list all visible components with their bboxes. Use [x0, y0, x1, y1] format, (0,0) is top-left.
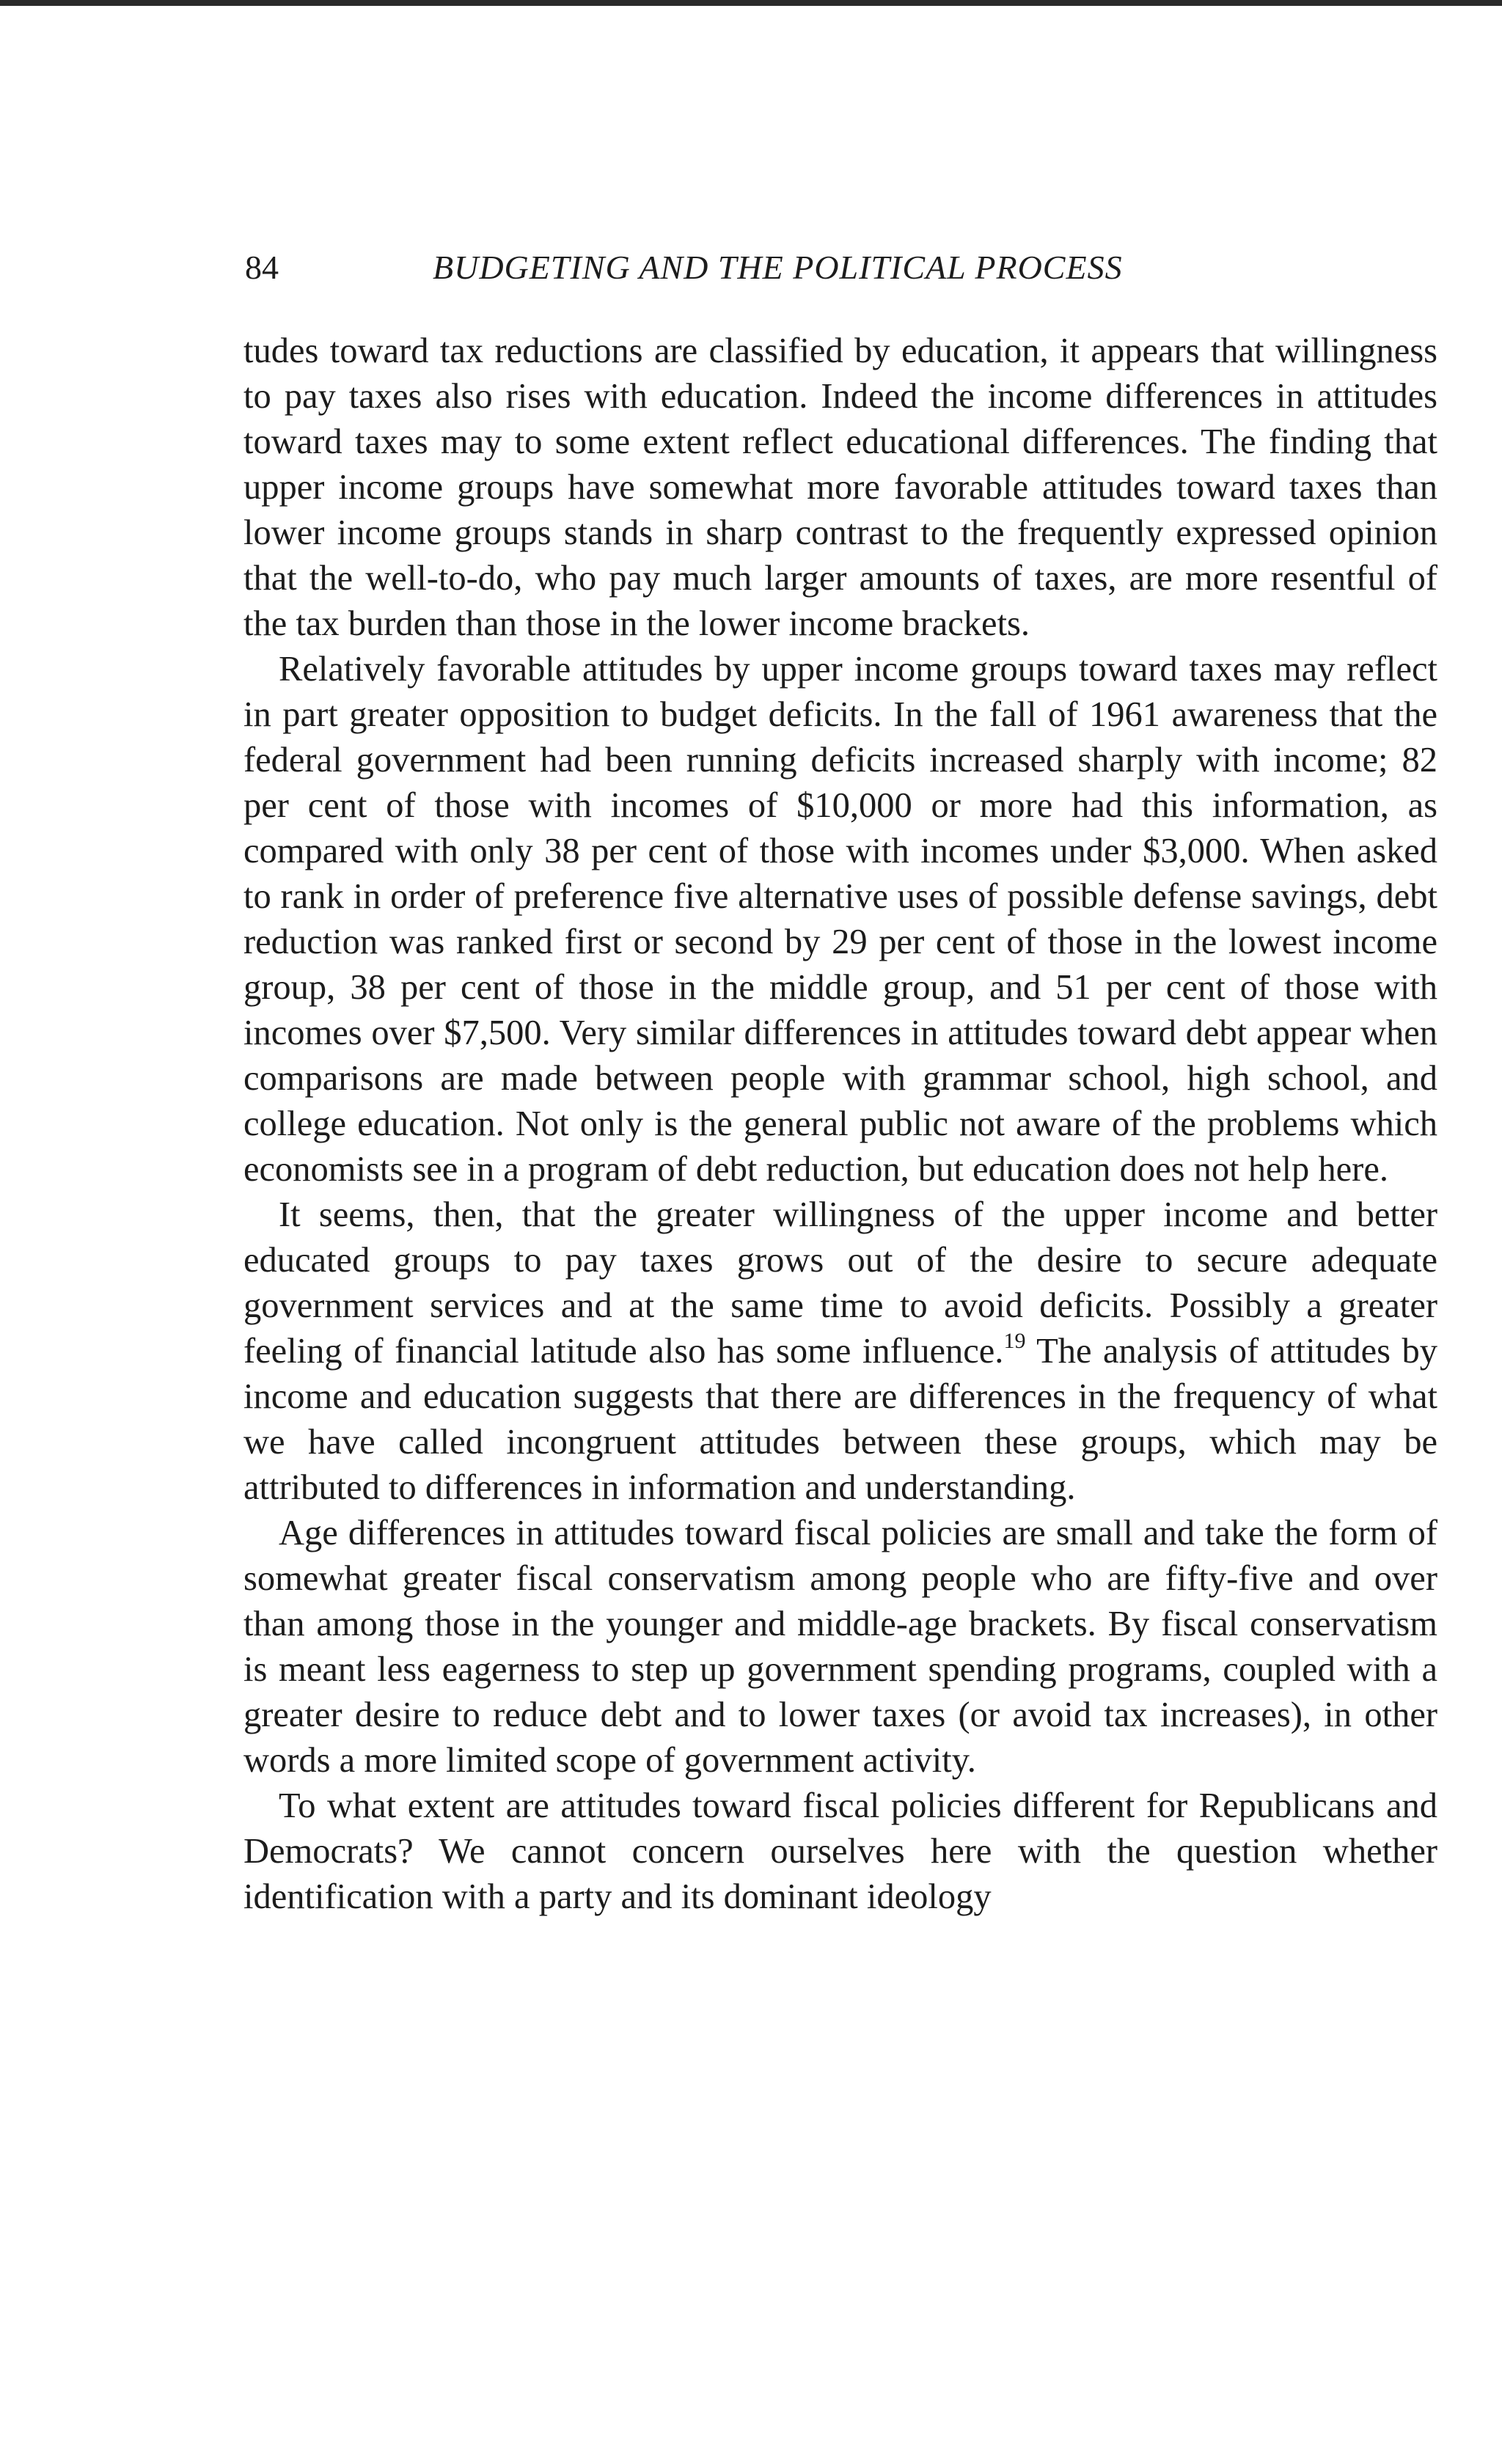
paragraph-4: Age differences in attitudes toward fiscal policies are small and take the form of somewhat greater fiscal conservatism among people who are fifty-five and over than among those in the younger and middle-age brackets. By fiscal conservatism is meant less eagerness to step up government spending programs, coupled with a greater desire to reduce debt and to lower taxes (or avoid tax increases), in other words a more limited scope of government activity.	[243, 1514, 1437, 1780]
running-head	[245, 242, 1437, 293]
paragraph-3-text-a: It seems, then, that the greater willingness of the upper income and better educated groups to pay taxes grows out of the desire to secure adequate government services and at the same time to avoid deficits. Possibly a greater feeling of financial latitude also has some influence.	[243, 1195, 1437, 1371]
paragraph-3-text-b: The analysis of attitudes by income and education suggests that there are differences in the frequency of what we have called incongruent attitudes between these groups, which may be attributed to differences in information and understanding.	[243, 1332, 1437, 1507]
paragraph-3	[243, 1192, 1437, 1511]
top-rule	[0, 0, 1502, 6]
paragraph-2: Relatively favorable attitudes by upper income groups toward taxes may reflect in part greater opposition to budget deficits. In the fall of 1961 awareness that the federal government had been running deficits increased sharply with income; 82 per cent of those with incomes of $10,000 or more had this information, as compared with only 38 per cent of those with incomes under $3,000. When asked to rank in order of preference five alternative uses of possible defense savings, debt reduction was ranked first or second by 29 per cent of those in the lowest income group, 38 per cent of those in the middle group, and 51 per cent of those with incomes over $7,500. Very similar differences in attitudes toward debt appear when comparisons are made between people with grammar school, high school, and college education. Not only is the general public not aware of the problems which economists see in a program of debt reduction, but education does not help here.	[243, 650, 1437, 1189]
footnote-marker: 19	[1003, 1329, 1026, 1353]
body-text	[243, 329, 1437, 1920]
running-title: BUDGETING AND THE POLITICAL PROCESS	[433, 249, 1123, 286]
paragraph-1: tudes toward tax reductions are classified by education, it appears that willingness to pay taxes also rises with education. Indeed the income differences in attitudes toward taxes may to some extent reflect educational differences. The finding that upper income groups have somewhat more favorable attitudes toward taxes than lower income groups stands in sharp contrast to the frequently expressed opinion that the well-to-do, who pay much larger amounts of taxes, are more resentful of the tax burden than those in the lower income brackets.	[243, 331, 1437, 643]
page-number: 84	[245, 249, 279, 286]
paragraph-5: To what extent are attitudes toward fiscal policies different for Republicans and Democrats? We cannot concern ourselves here with the question whether identification with a party and its dominant ideology	[243, 1786, 1437, 1916]
